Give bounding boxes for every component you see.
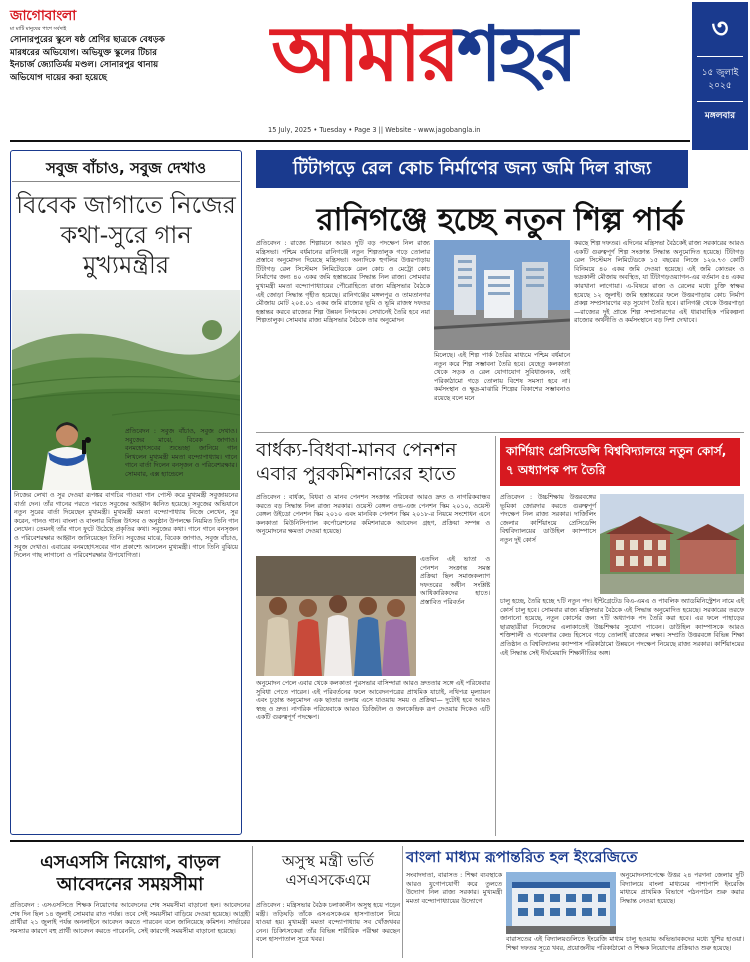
ranigunj-body-col3: করছে শিল্প দফতর। এদিনের মন্ত্রিসভা বৈঠকেই রাজ্য সরকারের আরও একটি গুরুত্বপূর্ণ শিল্প সংক্রান্ত সিদ্ধান্ত অনুমোদিত হয়েছে। টিটাগড় রেল সিস্টেমস লিমিটেডকে ১৫ বছরের লিজে ১২৬.৭৩ কোটি বিনিময়ে ৪০ একর জমি দেওয়া হয়েছে। এই জমি কোতরং ও ভদ্রকালী মৌজায় অবস্থিত, যা টিটাগড়ওয়্যাগন-এর বর্তমান ৫৪ একর কারখানা লাগোয়া। এ-বিষয়ে রাজ্য ও রেলের মধ্যে চুক্তি স্বাক্ষর হয়েছে ১২ জুলাই। জমি হস্তান্তরের ফলে উত্তরপাড়ায় কোচ নির্মাণ প্রকল্প সম্প্রসারণের বড় সুযোগ তৈরি হবে। রানিগঞ্জ থেকে উত্তরপাড়া—রাজ্যের দুই প্রান্তে শিল্প সম্প্রসারণের এই ধারাবাহিক পরিকল্পনা রাজ্যের অর্থনীতি ও কর্মসংস্থানে বড় দিশা দেখাবে। <box>574 240 744 325</box>
pension-queue-photo <box>256 556 416 676</box>
newspaper-title <box>168 4 678 104</box>
bangla-medium-headline: বাংলা মাধ্যম রূপান্তরিত হল ইংরেজিতে <box>406 848 638 866</box>
minister-body: প্রতিবেদন : মন্ত্রিসভার বৈঠক চলাকালীন অসুস্থ হয়ে পড়েন মন্ত্রী। তড়িঘড়ি তাঁকে এসএসকেএম হাসপাতালে নিয়ে যাওয়া হয়। মুখ্যমন্ত্রী মমতা বন্দ্যোপাধ্যায় সব খোঁজখবর নেন। চিকিৎসকেরা তাঁর বিভিন্ন শারীরিক পরীক্ষা করছেন বলে হাসপাতাল সূত্রে খবর। <box>256 902 400 944</box>
kurseong-headline: কার্শিয়াং প্রেসিডেন্সি বিশ্ববিদ্যালয়ে নতুন কোর্স, ৭ অধ্যাপক পদ তৈরি <box>500 438 740 486</box>
ranigunj-kicker-banner: টিটাগড়ে রেল কোচ নির্মাণের জন্য জমি দিল রাজ্য <box>256 150 688 188</box>
ranigunj-body-col2: মিলেছে। এই শিল্প পার্ক তৈরির মাধ্যমে পশ্চিম বর্ধমানে নতুন করে শিল্প সম্ভাবনা তৈরি হবে। যেহেতু কলকাতা থেকে সড়ক ও রেল যোগাযোগ সুবিধাজনক, তাই পরিকাঠামো গড়ে তোলায় বিশেষ সমস্যা হবে না। কর্মসংস্থান ও ক্ষুদ্র-মাঝারি শিল্পের বিকাশের সম্ভাবনাও রয়েছে বলে মনে <box>434 352 570 402</box>
bottom-divider <box>10 840 744 842</box>
school-building-photo <box>506 872 616 934</box>
page-info-box <box>692 2 748 150</box>
pension-body-intro: প্রতিবেদন : বার্ধক্য, বিধবা ও মানব পেনশন সংক্রান্ত পরিষেবা আরও দ্রুত ও নাগরিকবান্ধব করতে বড় সিদ্ধান্ত নিল রাজ্য সরকার। ওয়েস্ট বেঙ্গল ওল্ড-এজ পেনশন স্কিম ২০১০, ওয়েস্ট বেঙ্গল উইডো পেনশন স্কিম ২০১০ এবং মানবিক পেনশন স্কিম ২০১৮-র নিয়মে সংশোধন এনে কলকাতা মিউনিসিপ্যাল কর্পোরেশনের কমিশনারকে আবেদন গ্রহণ, প্রক্রিয়া সম্পন্ন ও অনুমোদনের ক্ষমতা দেওয়া হয়েছে। <box>256 494 490 536</box>
logo-tagline: মা মাটি মানুষের পাশে সর্বদাই <box>10 26 67 32</box>
page-number: ৩ <box>697 8 743 57</box>
title-part-shahar: শহর <box>457 9 575 98</box>
title-part-amar: আমার <box>271 9 457 98</box>
issue-date: ১৫ জুলাই ২০২৫ <box>697 67 743 102</box>
ssc-headline: এসএসসি নিয়োগ, বাড়ল আবেদনের সময়সীমা <box>40 852 220 895</box>
ssc-body: প্রতিবেদন : এসএসসিতে শিক্ষক নিয়োগের আবেদনের শেষ সময়সীমা বাড়ানো হল। আবেদনের শেষ দিন ছিল ১৪ জুলাই সোমবার রাত পর্যন্ত। তবে সেই সময়সীমা বাড়িয়ে দেওয়া হয়েছে। আগ্রহী প্রার্থীরা ২১ জুলাই পর্যন্ত অনলাইনে আবেদন করতে পারবেন বলে জানিয়েছে কমিশন। সার্ভারের সমস্যার কারণে বহু প্রার্থী আবেদন করতে পারেননি, সেই কারণেই সময়সীমা বাড়ানো হয়েছে। <box>10 902 250 935</box>
dateline: 15 July, 2025 • Tuesday • Page 3 || Website - www.jagobangla.in <box>268 126 481 134</box>
ranigunj-headline: রানিগঞ্জে হচ্ছে নতুন শিল্প পার্ক <box>316 202 684 238</box>
left-story-body-intro: প্রতিবেদন : সবুজ বাঁচাও, সবুজ দেখাও। সবুজের মাঝে, বিবেক জাগাও। বনমহোৎসবের শুভেচ্ছা জানিয়ে গান লিখলেন মুখ্যমন্ত্রী মমতা বন্দ্যোপাধ্যায়। গানে গানে বার্তা দিলেন বনসৃজন ও পরিবেশরক্ষার। সোমবার, এক্স হ্যান্ডেলে <box>125 428 237 478</box>
column-divider <box>402 846 403 958</box>
issue-day: মঙ্গলবার <box>704 111 736 121</box>
industrial-park-photo <box>434 240 570 350</box>
kurseong-body-intro: প্রতিবেদন : উচ্চশিক্ষায় উত্তরবঙ্গের ভূমিকা জোরদার করতে গুরুত্বপূর্ণ পদক্ষেপ নিল রাজ্য সরকার। দার্জিলিং জেলার কার্শিয়াংয়ে প্রেসিডেন্সি বিশ্ববিদ্যালয়ের ডাউহিল ক্যাম্পাসে নতুন দুই কোর্স <box>500 494 596 544</box>
bangla-medium-body-intro: সংবাদদাতা, বারাসত : শিক্ষা ব্যবস্থাকে আরও যুগোপযোগী করে তুলতে উদ্যোগ নিল রাজ্য সরকার। মুখ্যমন্ত্রী মমতা বন্দ্যোপাধ্যায়ের উদ্যোগে <box>406 872 502 905</box>
bangla-medium-body-side: অনুমোদনসাপেক্ষে উত্তর ২৪ পরগনা জেলার দুটি বিদ্যালয়ে বাংলা মাধ্যমের পাশাপাশি ইংরেজি মাধ্যমে প্রাথমিক বিভাগে পঠনপাঠন শুরু করার সিদ্ধান্ত নেওয়া হয়েছে। <box>620 872 744 905</box>
teaser-news: সোনারপুরের স্কুলে ষষ্ঠ শ্রেণির ছাত্রকে বেধড়ক মারধরের অভিযোগ। অভিযুক্ত স্কুলের টিচার ইনচার্জ জ্যোতির্ময় মণ্ডল। সোনারপুর থানায় অভিযোগ দায়ের করা হয়েছে <box>10 35 165 83</box>
pension-body-main: অনুমোদন পেলে এবার থেকে কলকাতা পুরসভার বাসিন্দারা আরও দ্রুততার সঙ্গে এই পরিষেবার সুবিধা পেতে পারেন। এই পরিবর্তনের ফলে আবেদনপত্রের প্রাথমিক যাচাই, নথিপত্র মূল্যায়ন এবং চূড়ান্ত অনুমোদন এক ছাতার তলায় এসে যাওয়ায় সময় ও প্রক্রিয়া— দুটোই হবে আরও স্বচ্ছ ও দ্রুত। নাগরিক পরিষেবাকে আরও ডিজিটাল ও জনকেন্দ্রিক রূপ দেওয়ার দিকেও এটি একটি গুরুত্বপূর্ণ পদক্ষেপ। <box>256 680 490 722</box>
kurseong-body-main: চালু হচ্ছে, তৈরি হচ্ছে ৭টি নতুন পদ। ইন্টিগ্রেটেড বিএ-এমএ ও পাবলিক অ্যাডমিনিস্ট্রেশন নামে এই কোর্স চালু হবে। সোমবার রাজ্য মন্ত্রিসভার বৈঠকে এই সিদ্ধান্ত অনুমোদিত হয়েছে। সরকারের তরফে জানানো হয়েছে, নতুন কোর্সের জন্য ৭টি অধ্যাপক পদ তৈরি করা হবে। এর ফলে পাহাড়ের ছাত্রছাত্রীরা নিজেদের এলাকাতেই উচ্চশিক্ষার সুযোগ পাবেন। ডাউহিল ক্যাম্পাসকে আরও শক্তিশালী ও গবেষণার কেন্দ্র হিসেবে গড়ে তোলাই রাজ্যের লক্ষ্য। সম্প্রতি উত্তরবঙ্গে বিভিন্ন শিক্ষা প্রতিষ্ঠান ও বিশ্ববিদ্যালয় ক্যাম্পাস পরিকাঠামো উন্নয়নে পদক্ষেপ নিয়েছে রাজ্য সরকার। কার্শিয়াংয়ের এই সিদ্ধান্ত সেই দীর্ঘমেয়াদি শিক্ষানীতির অঙ্গ। <box>500 598 744 657</box>
ranigunj-body-col1: প্রতিবেদন : রাজ্যে শিল্পায়নে আরও দুটি বড় পদক্ষেপ নিল রাজ্য মন্ত্রিসভা। পশ্চিম বর্ধমানের রানিগঞ্জে নতুন শিল্পতালুক গড়ে তোলার প্রস্তাবে অনুমোদন দিয়েছে মন্ত্রিসভা। অন্যদিকে হুগলির উত্তরপাড়ায় টিটাগড় রেল সিস্টেমস লিমিটেডকে রেল কোচ ও মেট্রো কোচ নির্মাণের জন্য ৪০ একর জমি হস্তান্তরের সিদ্ধান্ত নিল রাজ্য। সোমবার মুখ্যমন্ত্রী মমতা বন্দ্যোপাধ্যায়ের পৌরোহিত্যে রাজ্য মন্ত্রিসভার বৈঠকে এই জোড়া সিদ্ধান্ত গৃহীত হয়েছে। রানিগঞ্জের মঙ্গলপুর ও তামতানগর মৌজায় মোট ২০৫.০১ একর জমি রাজ্যের ভূমি ও ভূমি রাজস্ব দফতর হস্তান্তর করবে রাজ্যের শিল্প উন্নয়ন নিগমকে। সেখানেই তৈরি হবে নয়া শিল্পতালুক। সোমবার রাজ্য মন্ত্রিসভার বৈঠকে তার অনুমোদন <box>256 240 430 325</box>
logo-brand: জাগোবাংলা <box>10 8 76 24</box>
column-divider <box>495 436 496 836</box>
left-story-banner: সবুজ বাঁচাও, সবুজ দেখাও <box>12 154 240 182</box>
column-divider <box>252 846 253 958</box>
university-campus-photo <box>600 494 744 594</box>
bangla-medium-body-main: বারাসতের এই বিদ্যালয়গুলিতে ইংরেজি মাধ্যম চালু হওয়ায় অভিভাবকদের মধ্যে খুশির হাওয়া। শিক্ষা দফতর সূত্রে খবর, প্রয়োজনীয় পরিকাঠামো ও শিক্ষক নিয়োগের প্রক্রিয়াও শুরু হয়েছে। <box>506 936 744 952</box>
masthead-divider <box>10 140 690 142</box>
left-story-body: নিজের লেখা ও সুর দেওয়া রূপঙ্কর বাগচির গাওয়া গান পোস্ট করে মুখ্যমন্ত্রী সবুজায়নের বার্তা দেন। তাঁর গানের পরতে পরতে সবুজের আহ্বান ধ্বনিত হয়েছে। সবুজের অভিযানে নতুন সুরের বার্তা দিয়েছেন মুখ্যমন্ত্রী। মুখ্যমন্ত্রী মমতা বন্দ্যোপাধ্যায় নিজে লেখেন, সুর করেন, গানও গান। বাংলা ও বাংলার বিভিন্ন উৎসব ও অনুষ্ঠান উপলক্ষে নিয়মিত তিনি গান লেখেন। তেমনই তাঁর গানে ফুটে উঠেছে প্রকৃতির কথা। সবুজের কথা। গানে গানে বনসৃজন ও পরিবেশরক্ষার আহ্বান জানিয়েছেন তিনি। সবুজের মাঝে, বিবেক জাগাও, সবুজ বাঁচাও, সবুজ দেখাও। এবারের বনমহোৎসবের গান প্রকাশ্যে আনলেন মুখ্যমন্ত্রী। গানে তিনি বুঝিয়ে দিলেন গাছ লাগানো ও পরিবেশরক্ষার উপযোগিতা। <box>14 492 238 560</box>
left-story-headline: বিবেক জাগাতে নিজের কথা-সুরে গান মুখ্যমন্ত্রীর <box>16 191 236 279</box>
pension-headline: বার্ধক্য-বিধবা-মানব পেনশন এবার পুরকমিশনারের হাতে <box>256 439 457 485</box>
section-divider <box>256 432 744 433</box>
jagobangla-logo <box>10 4 130 30</box>
pension-body-side: এতদিন এই ভাতা ও পেনশন সংক্রান্ত সমস্ত প্রক্রিয়া ছিল সমাজকল্যাণ দফতরের অধীন সংশ্লিষ্ট আধিকারিকদের হাতে। প্রস্তাবিত পরিবর্তন <box>420 556 490 606</box>
minister-headline: অসুস্থ মন্ত্রী ভর্তি এসএসকেএমে <box>281 852 375 889</box>
